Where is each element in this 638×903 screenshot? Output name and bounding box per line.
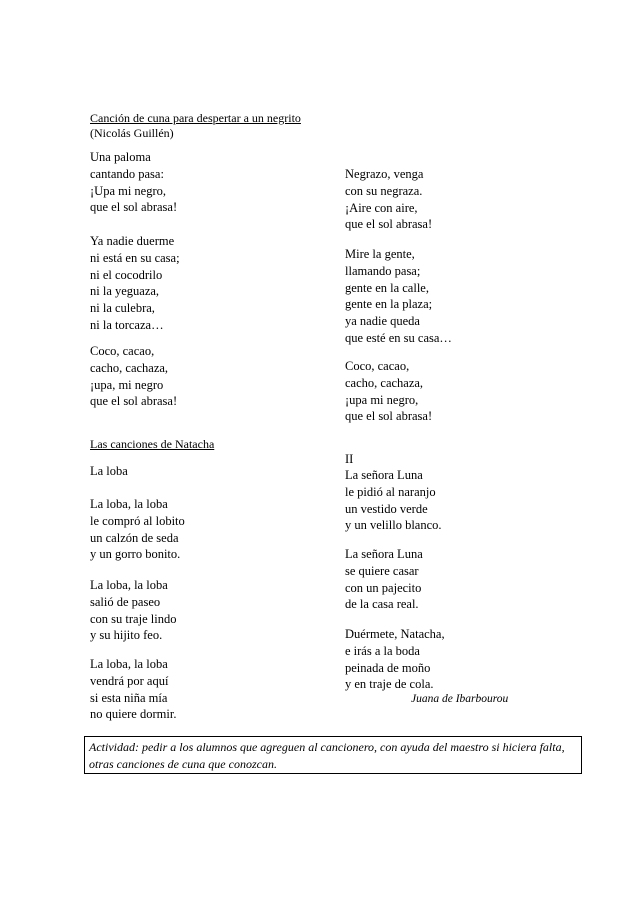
left-stanza-5: La loba, la loba salió de paseo con su traje lindo y su hijito feo. xyxy=(90,578,177,643)
left-stanza-1: Una paloma cantando pasa: ¡Upa mi negro, que el sol abrasa! xyxy=(90,150,178,215)
right-stanza-4: La señora Luna le pidió al naranjo un vestido verde y un velillo blanco. xyxy=(345,468,442,533)
right-subtitle: II xyxy=(345,452,354,466)
left-subtitle: La loba xyxy=(90,464,128,478)
poem-author-2: Juana de Ibarbourou xyxy=(411,693,509,705)
left-stanza-3: Coco, cacao, cacho, cachaza, ¡upa, mi negro que el sol abrasa! xyxy=(90,344,178,409)
left-stanza-6: La loba, la loba vendrá por aquí si esta niña mía no quiere dormir. xyxy=(90,657,177,722)
section-title: Las canciones de Natacha xyxy=(90,437,215,451)
activity-box: Actividad: pedir a los alumnos que agreguen al cancionero, con ayuda del maestro si hiciera falta, otras canciones de cuna que conozcan. xyxy=(84,736,582,774)
left-stanza-4: La loba, la loba le compró al lobito un calzón de seda y un gorro bonito. xyxy=(90,497,185,562)
right-stanza-2: Mire la gente, llamando pasa; gente en la calle, gente en la plaza; ya nadie queda que esté en su casa… xyxy=(345,247,452,345)
left-stanza-2: Ya nadie duerme ni está en su casa; ni el cocodrilo ni la yeguaza, ni la culebra, ni la torcaza… xyxy=(90,234,180,332)
poem-author: (Nicolás Guillén) xyxy=(90,126,174,140)
right-stanza-5: La señora Luna se quiere casar con un pajecito de la casa real. xyxy=(345,547,423,612)
right-stanza-3: Coco, cacao, cacho, cachaza, ¡upa mi negro, que el sol abrasa! xyxy=(345,359,433,424)
poem-title: Canción de cuna para despertar a un negrito xyxy=(90,111,301,125)
right-stanza-6: Duérmete, Natacha, e irás a la boda peinada de moño y en traje de cola. xyxy=(345,627,445,692)
right-stanza-1: Negrazo, venga con su negraza. ¡Aire con aire, que el sol abrasa! xyxy=(345,167,433,232)
